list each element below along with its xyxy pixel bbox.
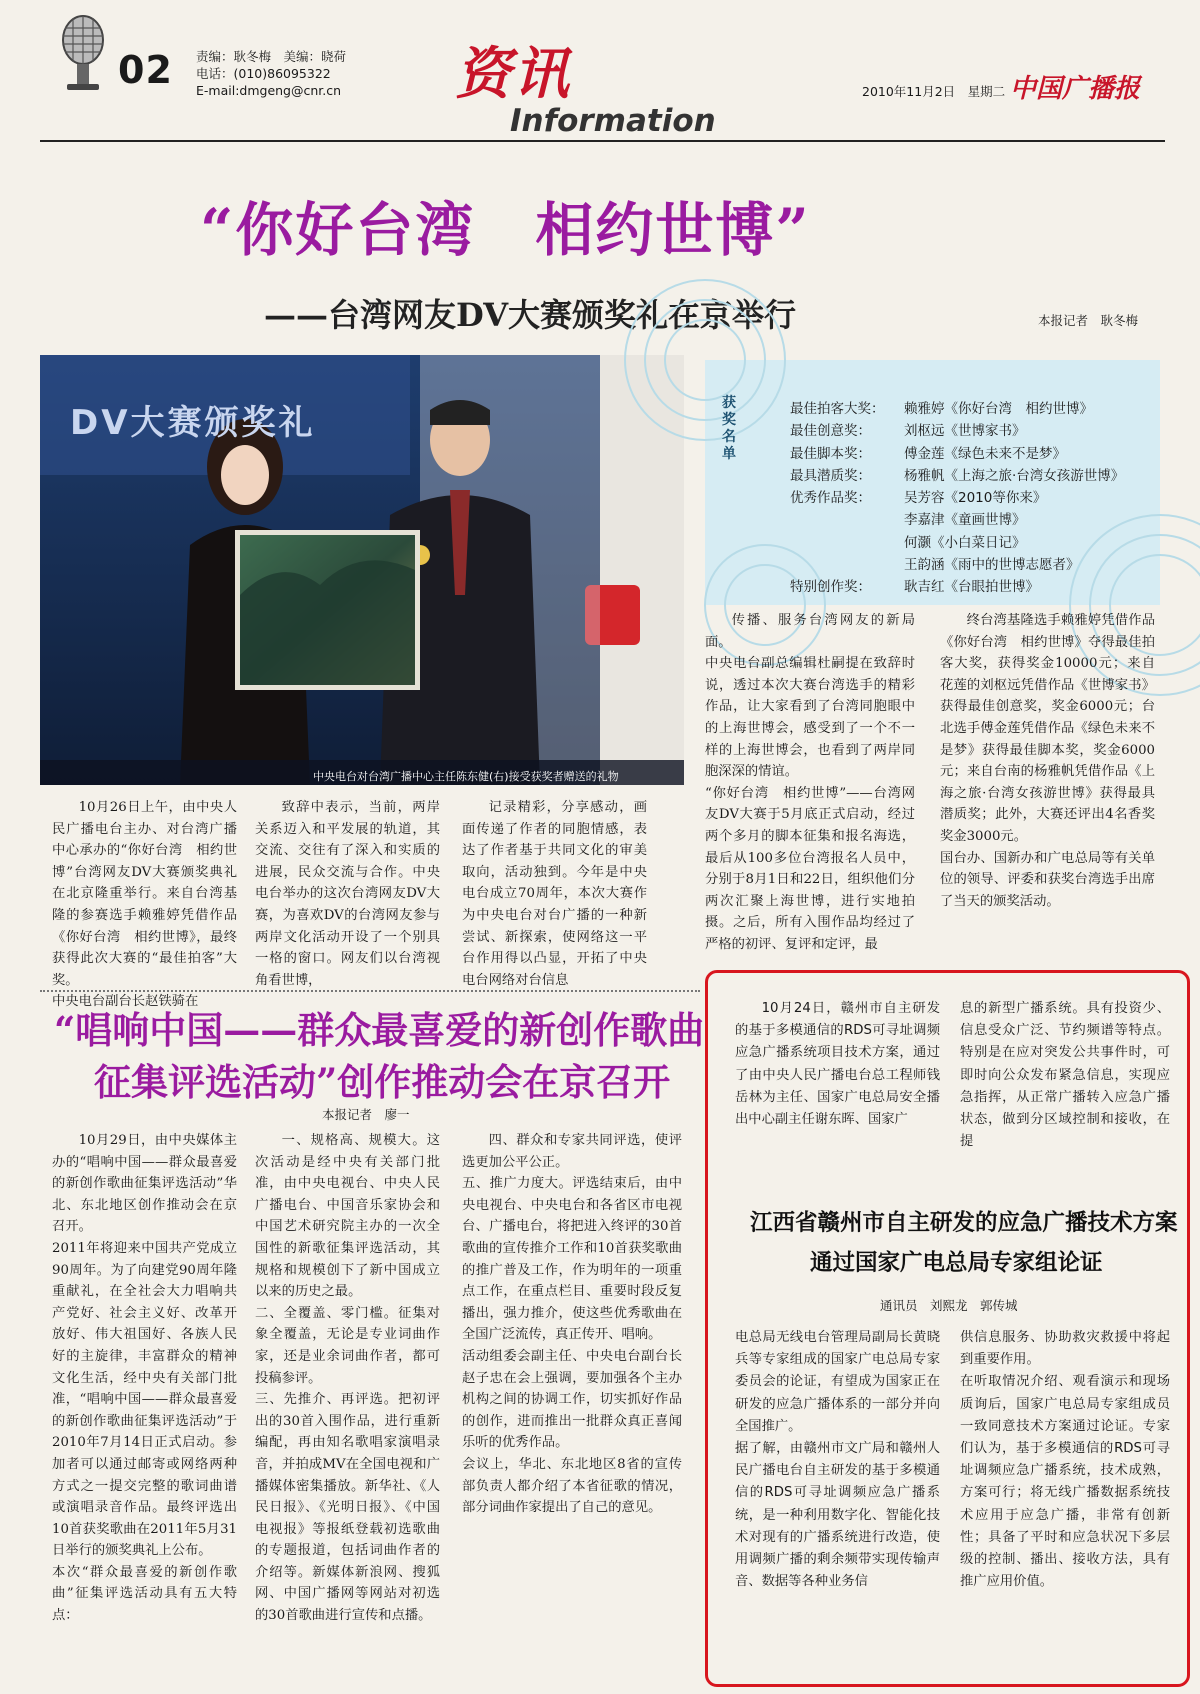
award-row xyxy=(790,487,1124,509)
microphone-logo-icon xyxy=(52,14,114,98)
article2-body-col1: 10月29日，由中央媒体主办的“唱响中国——群众最喜爱的新创作歌曲征集评选活动”华北、东北地区创作推动会在京召开。 2011年将迎来中国共产党成立90周年。为了向建党90周年隆重献礼，在全社会大力唱响共产党好、社会主义好、改革开放好、伟大祖国好、各族人民好的主旋律，丰富群众的精神文化生活，经中央有关部门批准，“唱响中国——群众最喜爱的新创作歌曲征集评选活动”于2010年7月14日正式启动。参加者可以通过邮寄或网络两种方式之一提交完整的歌词曲谱或演唱录音作品。最终评选出10首获奖歌曲在2011年5月31日举行的颁奖典礼上公布。 本次“群众最喜爱的新创作歌曲”征集评选活动具有五大特点： xyxy=(52,1133,237,1624)
award-list-title: 获奖名单 xyxy=(722,395,736,462)
article3-top-col1: 10月24日，赣州市自主研发的基于多模通信的RDS可寻址调频应急广播系统项目技术方案，通过了由中央人民广播电台总工程师钱岳林为主任、国家广电总局安全播出中心副主任谢东晖、国家广 xyxy=(735,1001,940,1128)
email-line: E-mail:dmgeng@cnr.cn xyxy=(196,83,342,98)
award-winner: 赖雅婷《你好台湾 相约世博》 xyxy=(904,401,1093,417)
article1-title: “你好台湾 相约世博” xyxy=(200,196,811,264)
award-winner: 李嘉津《童画世博》 xyxy=(904,512,1026,529)
editor-info xyxy=(196,48,346,99)
article1-body-col3: 记录精彩，分享感动，画面传递了作者的同胞情感，表达了作者基于共同文化的审美取向，活动独到。今年是中央电台成立70周年，本次大赛作为中央电台对台广播的一种新尝试、新探索，使网络这一平台作用得以凸显，开拓了中央电台网络对台信息 xyxy=(462,800,647,988)
article2-title-line2: 征集评选活动”创作推动会在京召开 xyxy=(94,1060,671,1104)
photo-caption: 中央电台对台湾广播中心主任陈东健(右)接受获奖者赠送的礼物 xyxy=(313,770,619,783)
award-category xyxy=(790,509,904,531)
article3-byline: 通讯员 刘熙龙 郭传城 xyxy=(880,1298,1018,1313)
section-divider xyxy=(40,990,700,992)
issue-date: 2010年11月2日 星期二 xyxy=(862,84,1006,99)
award-category: 最佳拍客大奖： xyxy=(790,401,885,417)
article2-body-col3: 四、群众和专家共同评选，使评选更加公平公正。 五、推广力度大。评选结束后，由中央电视台、中央电台和各省区市电视台、广播电台，将把进入终评的30首歌曲的宣传推介工作和10首获奖歌曲的推广普及工作，作为明年的一项重点工作，在重点栏目、重要时段反复播出，强力推介，使这些优秀歌曲在全国广泛流传，真正传开、唱响。 活动组委会副主任、中央电台副台长赵子忠在会上强调，要加强各个主办机构之间的协调工作，切实抓好作品的创作，进而推出一批群众真正喜闻乐听的优秀作品。 会议上，华北、东北地区8省的宣传部负责人都介绍了本省征歌的情况，部分词曲作家提出了自己的意见。 xyxy=(462,1133,682,1516)
award-row xyxy=(790,576,1124,598)
award-winner: 何灏《小白菜日记》 xyxy=(904,534,1026,551)
article1-body-col5: 终台湾基隆选手赖雅婷凭借作品《你好台湾 相约世博》夺得最佳拍客大奖，获得奖金10000元；来自花莲的刘枢远凭借作品《世博家书》获得最佳创意奖，奖金6000元；台北选手傅金莲凭借作品《绿色未来不是梦》获得最佳脚本奖，奖金6000元；来自台南的杨雅帆凭借作品《上海之旅·台湾女孩游世博》获得最具潜质奖；此外，大赛还评出4名香奖奖金3000元。 国台办、国新办和广电总局等有关单位的领导、评委和获奖台湾选手出席了当天的颁奖活动。 xyxy=(940,613,1155,909)
page-number: 02 xyxy=(118,48,173,92)
award-winner: 杨雅帆《上海之旅·台湾女孩游世博》 xyxy=(904,467,1125,484)
award-winner: 傅金莲《绿色未来不是梦》 xyxy=(904,445,1066,462)
award-category: 最佳创意奖： xyxy=(790,423,871,440)
section-title: 资讯 xyxy=(455,41,571,107)
editors-line: 责编：耿冬梅 美编：晓荷 xyxy=(196,49,347,64)
award-row xyxy=(790,465,1124,487)
award-category xyxy=(790,532,904,554)
award-row xyxy=(790,443,1124,465)
article3-title-line1: 江西省赣州市自主研发的应急广播技术方案 xyxy=(750,1210,1178,1236)
award-category: 最佳脚本奖： xyxy=(790,445,871,462)
award-row xyxy=(790,554,1124,576)
article3-title-line2: 通过国家广电总局专家组论证 xyxy=(810,1250,1103,1276)
article3-bottom-col1: 电总局无线电台管理局副局长黄晓兵等专家组成的国家广电总局专家委员会的论证，有望成为国家正在研发的应急广播体系的一部分并向全国推广。 据了解，由赣州市文广局和赣州人民广播电台自主研发的基于多模通信的RDS可寻址调频应急广播系统，是一种利用数字化、智能化技术对现有的广播系统进行改造，使用调频广播的剩余频带实现传输声音、数据等各种业务信 xyxy=(735,1330,940,1590)
award-category xyxy=(790,554,904,576)
award-row xyxy=(790,398,1124,420)
award-row xyxy=(790,532,1124,554)
award-list xyxy=(790,398,1124,599)
article2-byline: 本报记者 廖一 xyxy=(322,1107,410,1122)
article3-top-col2: 息的新型广播系统。具有投资少、信息受众广泛、节约频谱等特点。特别是在应对突发公共事件时，可即时向公众发布紧急信息，实现应急指挥，从正常广播转入应急广播状态，做到分区域控制和接收，在提 xyxy=(960,1001,1170,1150)
award-winner: 吴芳容《2010等你来》 xyxy=(904,490,1047,507)
article1-byline: 本报记者 耿冬梅 xyxy=(1038,313,1139,328)
article2-body-col2: 一、规格高、规模大。这次活动是经中央有关部门批准，由中央电视台、中央人民广播电台、中国音乐家协会和中国艺术研究院主办的一次全国性的新歌征集评选活动，其规格和规模创下了新中国成立以来的历史之最。 二、全覆盖、零门槛。征集对象全覆盖，无论是专业词曲作家，还是业余词曲作者，都可投稿参评。 三、先推介、再评选。把初评出的30首入围作品，进行重新编配，再由知名歌唱家演唱录音，并拍成MV在全国电视和广播媒体密集播放。新华社、《人民日报》、《光明日报》、《中国电视报》等报纸登载初选歌曲的专题报道，包括词曲作者的介绍等。新媒体新浪网、搜狐网、中国广播网等网站对初选的30首歌曲进行宣传和点播。 xyxy=(255,1133,440,1624)
award-row xyxy=(790,509,1124,531)
article1-body-col4: 传播、服务台湾网友的新局面。 中央电台副总编辑杜嗣提在致辞时说，透过本次大赛台湾选手的精彩作品，让大家看到了台湾同胞眼中的上海世博会，感受到了一个不一样的上海世博会，也看到了两岸同胞深深的情谊。 “你好台湾 相约世博”——台湾网友DV大赛于5月底正式启动，经过两个多月的脚本征集和报名海选，最后从100多位台湾报名人员中，分别于8月1日和22日，组织他们分两次汇聚上海世博，进行实地拍摄。之后，所有入围作品均经过了严格的初评、复评和定评，最 xyxy=(705,613,915,952)
phone-line: 电话：(010)86095322 xyxy=(196,66,331,81)
award-category: 优秀作品奖： xyxy=(790,490,871,507)
article1-body-col2: 致辞中表示，当前，两岸关系迈入和平发展的轨道，其交流、交往有了深入和实质的进展，民众交流与合作。中央电台举办的这次台湾网友DV大赛，为喜欢DV的台湾网友参与两岸文化活动开设了一个别具一格的窗口。网友们以台湾视角看世博， xyxy=(255,800,440,988)
award-winner: 刘枢远《世博家书》 xyxy=(904,423,1026,440)
article1-subtitle: ——台湾网友DV大赛颁奖礼在京举行 xyxy=(264,296,797,334)
award-winner: 耿吉红《台眼拍世博》 xyxy=(904,579,1039,596)
article2-title-line1: “唱响中国——群众最喜爱的新创作歌曲 xyxy=(54,1008,705,1052)
newspaper-name: 中国广播报 xyxy=(1010,74,1141,104)
article3-bottom-col2: 供信息服务、协助救灾救援中将起到重要作用。 在听取情况介绍、观看演示和现场质询后，国家广电总局专家组成员一致同意技术方案通过论证。专家们认为，基于多模通信的RDS可寻址调频应急广播系统，技术成熟，方案可行；将无线广播数据系统技术应用于应急广播，非常有创新性；具备了平时和应急状况下多层级的控制、播出、接收方法，具有推广应用价值。 xyxy=(960,1330,1170,1590)
award-category: 特别创作奖： xyxy=(790,579,871,596)
section-title-en: Information xyxy=(510,103,716,139)
photo-banner-text: DV大赛颁奖礼 xyxy=(70,403,316,443)
award-category: 最具潜质奖： xyxy=(790,467,871,484)
award-row xyxy=(790,420,1124,442)
header-divider xyxy=(40,140,1165,142)
article1-body-col1: 10月26日上午，由中央人民广播电台主办、对台湾广播中心承办的“你好台湾 相约世博”台湾网友DV大赛颁奖典礼在北京隆重举行。来自台湾基隆的参赛选手赖雅婷凭借作品《你好台湾 相约世博》，最终获得此次大赛的“最佳拍客”大奖。 中央电台副台长赵铁骑在 xyxy=(52,800,237,1010)
award-winner: 王韵涵《雨中的世博志愿者》 xyxy=(904,557,1080,574)
